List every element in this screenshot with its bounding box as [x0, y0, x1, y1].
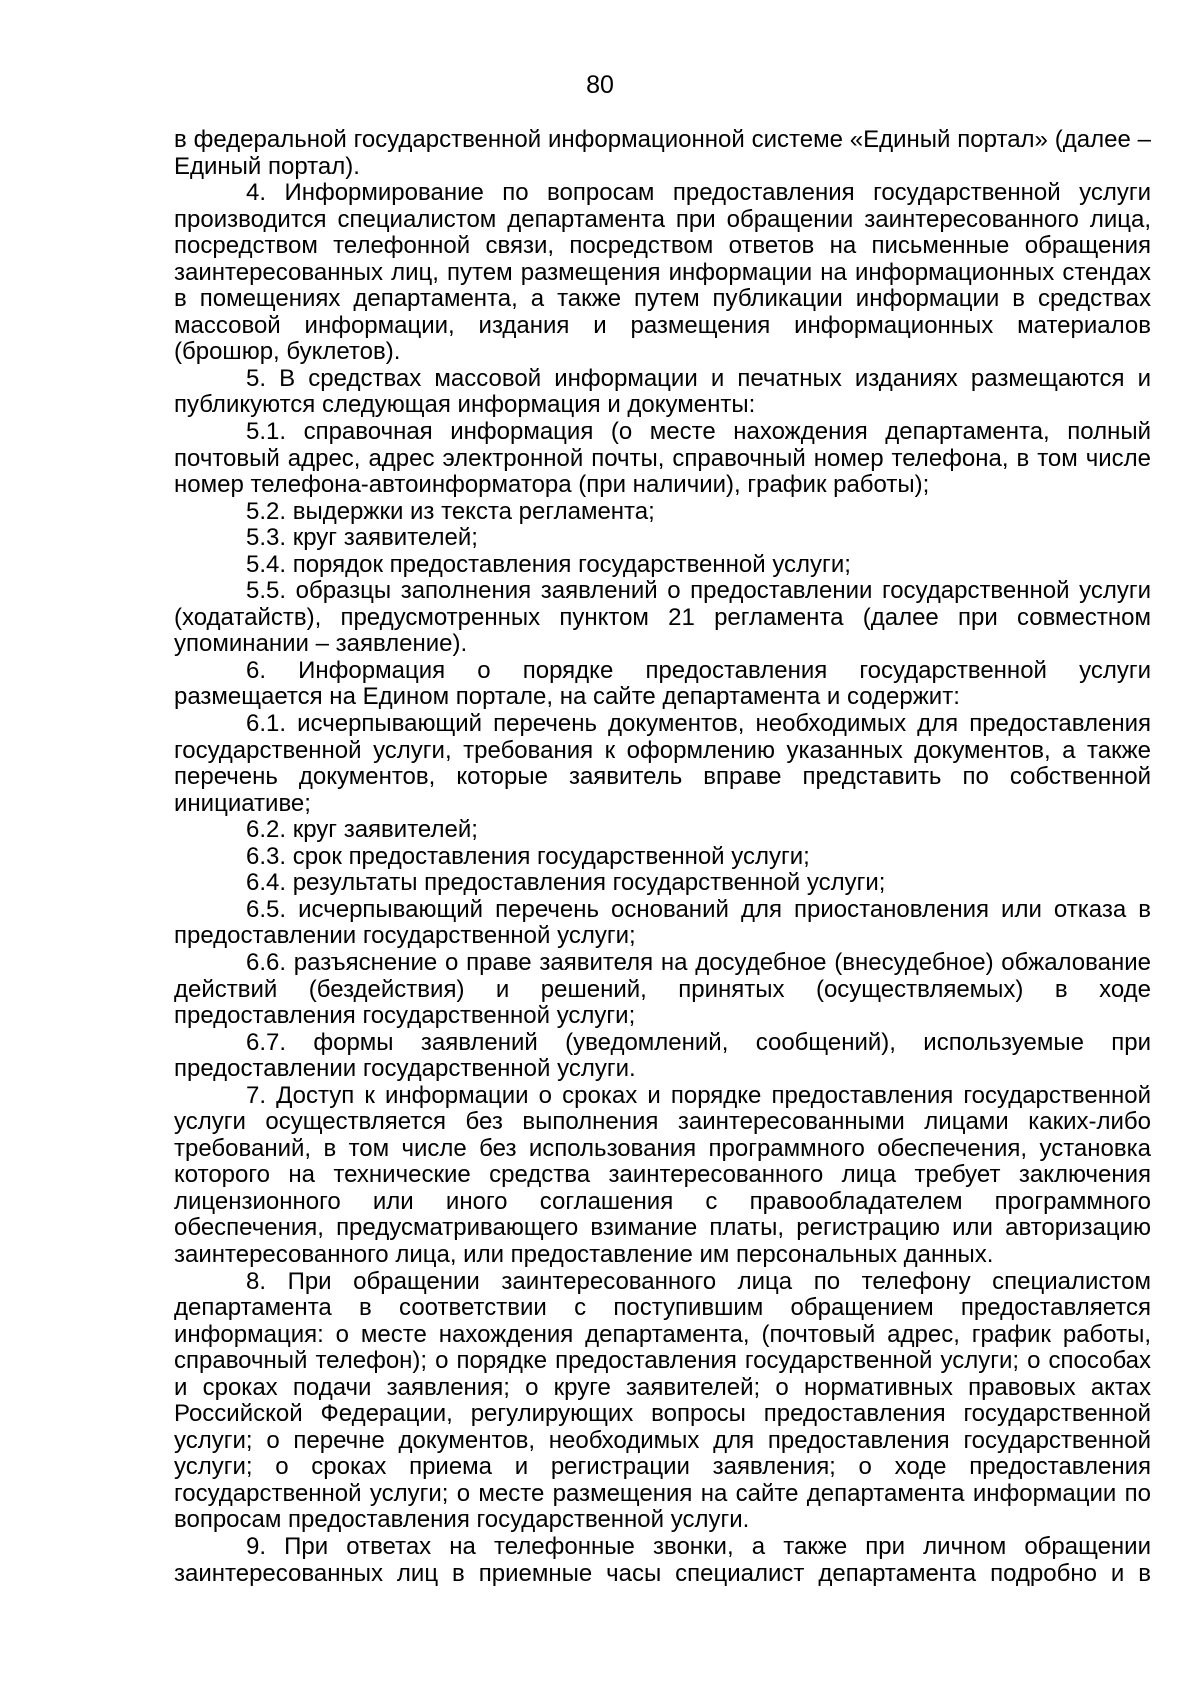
paragraph-item-6-5: 6.5. исчерпывающий перечень оснований для приостановления или отказа в предоставлении государственной услуги;	[174, 895, 1151, 950]
paragraph-item-6-7: 6.7. формы заявлений (уведомлений, сообщений), используемые при предоставлении государственной услуги.	[174, 1028, 1151, 1083]
paragraph-item-6-3: 6.3. срок предоставления государственной услуги;	[246, 842, 810, 870]
paragraph-item-6-6: 6.6. разъяснение о праве заявителя на досудебное (внесудебное) обжалование действий (бездействия) и решений, принятых (осуществляемых) в ходе предоставления государственной услуги;	[174, 948, 1151, 1030]
paragraph-item-7: 7. Доступ к информации о сроках и порядке предоставления государственной услуги осуществляется без выполнения заинтересованными лицами каких-либо требований, в том числе без использования программного обеспечения, установка которого на технические средства заинтересованного лица требует заключения лицензионного или иного соглашения с правообладателем программного обеспечения, предусматривающего взимание платы, регистрацию или авторизацию заинтересованного лица, или предоставление им персональных данных.	[174, 1081, 1151, 1268]
paragraph-item-6-1: 6.1. исчерпывающий перечень документов, необходимых для предоставления государственной услуги, требования к оформлению указанных документов, а также перечень документов, которые заявитель вправе представить по собственной инициативе;	[174, 710, 1151, 817]
paragraph-item-5-4: 5.4. порядок предоставления государственной услуги;	[246, 550, 851, 578]
page-number: 80	[586, 71, 614, 99]
paragraph-item-5: 5. В средствах массовой информации и печатных изданиях размещаются и публикуются следующая информация и документы:	[174, 364, 1151, 419]
paragraph-item-6-2: 6.2. круг заявителей;	[246, 816, 478, 844]
paragraph-item-8: 8. При обращении заинтересованного лица по телефону специалистом департамента в соответствии с поступившим обращением предоставляется информация: о месте нахождения департамента, (почтовый адрес, график работы, справочный телефон); о порядке предоставления государственной услуги; о способах и сроках подачи заявления; о круге заявителей; о нормативных правовых актах Российской Федерации, регулирующих вопросы предоставления государственной услуги; о перечне документов, необходимых для предоставления государственной услуги; о сроках приема и регистрации заявления; о ходе предоставления государственной услуги; о месте размещения на сайте департамента информации по вопросам предоставления государственной услуги.	[174, 1267, 1151, 1534]
paragraph-item-4: 4. Информирование по вопросам предоставления государственной услуги производится специалистом департамента при обращении заинтересованного лица, посредством телефонной связи, посредством ответов на письменные обращения заинтересованных лиц, путем размещения информации на информационных стендах в помещениях департамента, а также путем публикации информации в средствах массовой информации, издания и размещения информационных материалов (брошюр, буклетов).	[174, 179, 1151, 366]
document-body	[174, 127, 1151, 1587]
paragraph-item-5-3: 5.3. круг заявителей;	[246, 524, 478, 552]
paragraph-continuation: в федеральной государственной информационной системе «Единый портал» (далее – Единый портал).	[174, 126, 1151, 180]
paragraph-item-5-5: 5.5. образцы заполнения заявлений о предоставлении государственной услуги (ходатайств), предусмотренных пунктом 21 регламента (далее при совместном упоминании – заявление).	[174, 577, 1151, 658]
paragraph-item-6-4: 6.4. результаты предоставления государственной услуги;	[246, 869, 886, 897]
paragraph-item-5-2: 5.2. выдержки из текста регламента;	[246, 497, 655, 525]
paragraph-item-5-1: 5.1. справочная информация (о месте нахождения департамента, полный почтовый адрес, адрес электронной почты, справочный номер телефона, в том числе номер телефона-автоинформатора (при наличии), график работы);	[174, 418, 1151, 499]
paragraph-item-9: 9. При ответах на телефонные звонки, а также при личном обращении заинтересованных лиц в приемные часы специалист департамента подробно и в	[174, 1532, 1151, 1587]
paragraph-item-6: 6. Информация о порядке предоставления государственной услуги размещается на Едином портале, на сайте департамента и содержит:	[174, 656, 1151, 711]
